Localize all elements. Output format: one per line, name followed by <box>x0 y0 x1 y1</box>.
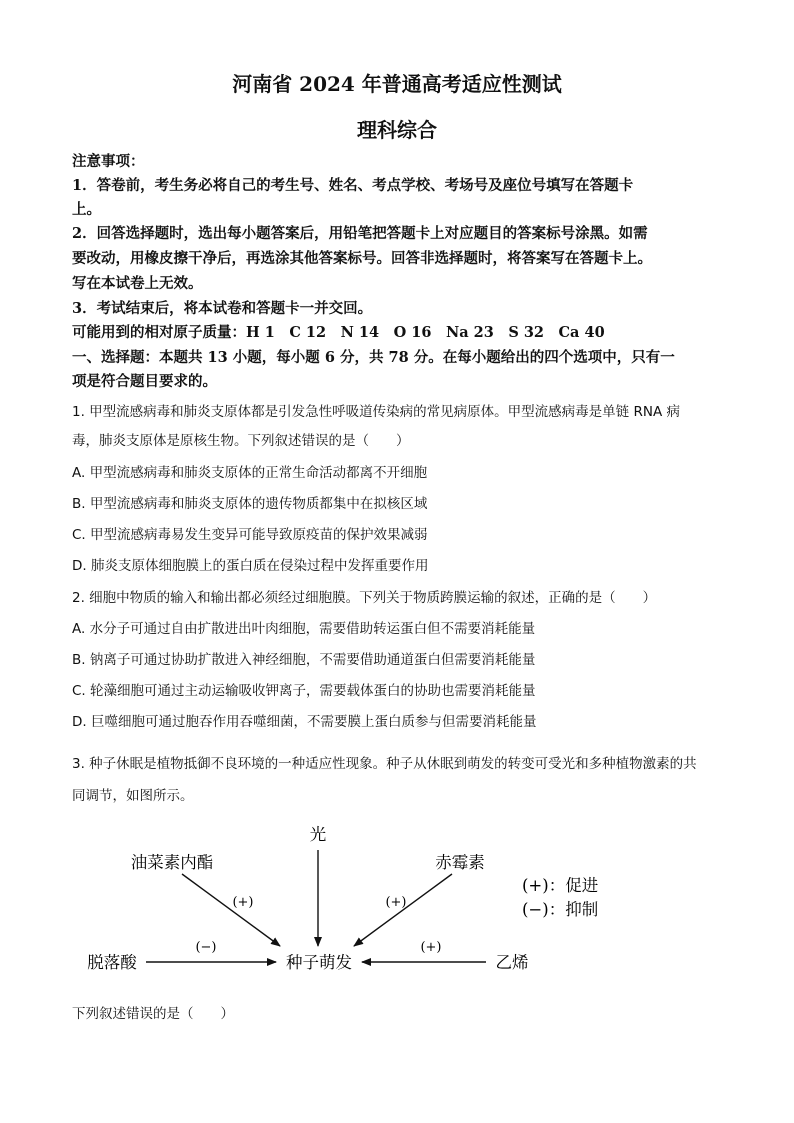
q1-option-a: A. 甲型流感病毒和肺炎支原体的正常生命活动都离不开细胞 <box>72 465 428 481</box>
notice-item-2-line-3: 写在本试卷上无效。 <box>72 275 203 292</box>
notice-item-1-line-2: 上。 <box>72 201 101 218</box>
arrow-brassinolide-to-germination <box>182 874 280 946</box>
q2-stem: 2. 细胞中物质的输入和输出都必须经过细胞膜。下列关于物质跨膜运输的叙述，正确的是（ ） <box>72 590 657 606</box>
q1-option-d: D. 肺炎支原体细胞膜上的蛋白质在侵染过程中发挥重要作用 <box>72 558 429 574</box>
label-light: 光 <box>309 825 327 844</box>
q2-option-d: D. 巨噬细胞可通过胞吞作用吞噬细菌，不需要膜上蛋白质参与但需要消耗能量 <box>72 714 537 730</box>
label-gibberellin: 赤霉素 <box>435 853 485 872</box>
legend-promote: (+)：促进 <box>522 876 599 895</box>
label-seed-germination: 种子萌发 <box>286 953 352 972</box>
sign-abscisic-acid: (−) <box>195 940 217 955</box>
q3-ask: 下列叙述错误的是（ ） <box>72 1006 234 1022</box>
notice-item-1-line-1: 1．答卷前，考生务必将自己的考生号、姓名、考点学校、考场号及座位号填写在答题卡 <box>72 177 634 194</box>
notice-item-3: 3．考试结束后，将本试卷和答题卡一并交回。 <box>72 300 373 317</box>
exam-subtitle: 理科综合 <box>357 118 437 142</box>
label-brassinolide: 油菜素内酯 <box>130 853 214 872</box>
q1-stem-line-2: 毒，肺炎支原体是原核生物。下列叙述错误的是（ ） <box>72 433 410 449</box>
arrow-gibberellin-to-germination <box>354 874 452 946</box>
q2-option-a: A. 水分子可通过自由扩散进出叶肉细胞，需要借助转运蛋白但不需要消耗能量 <box>72 621 536 637</box>
q3-stem-line-1: 3. 种子休眠是植物抵御不良环境的一种适应性现象。种子从休眠到萌发的转变可受光和多种植物激素的共 <box>72 756 697 772</box>
q1-option-c: C. 甲型流感病毒易发生变异可能导致原疫苗的保护效果减弱 <box>72 527 428 543</box>
label-ethylene: 乙烯 <box>495 953 529 972</box>
legend-inhibit: (−)：抑制 <box>522 900 599 919</box>
label-abscisic-acid: 脱落酸 <box>87 953 137 972</box>
sign-ethylene: (+) <box>420 940 442 955</box>
section-heading-line-2: 项是符合题目要求的。 <box>72 373 217 390</box>
sign-brassinolide: (+) <box>232 895 254 910</box>
q3-stem-line-2: 同调节，如图所示。 <box>72 788 194 804</box>
q2-option-c: C. 轮藻细胞可通过主动运输吸收钾离子，需要载体蛋白的协助也需要消耗能量 <box>72 683 536 699</box>
atomic-masses: 可能用到的相对原子质量：H 1 C 12 N 14 O 16 Na 23 S 32 Ca 40 <box>72 324 605 341</box>
exam-title: 河南省 2024 年普通高考适应性测试 <box>232 72 562 96</box>
section-heading-line-1: 一、选择题：本题共 13 小题，每小题 6 分，共 78 分。在每小题给出的四个选项中，只有一 <box>72 349 675 366</box>
sign-gibberellin: (+) <box>385 895 407 910</box>
notice-item-2-line-1: 2．回答选择题时，选出每小题答案后，用铅笔把答题卡上对应题目的答案标号涂黑。如需 <box>72 225 648 242</box>
q1-option-b: B. 甲型流感病毒和肺炎支原体的遗传物质都集中在拟核区域 <box>72 496 428 512</box>
q1-stem-line-1: 1. 甲型流感病毒和肺炎支原体都是引发急性呼吸道传染病的常见病原体。甲型流感病毒是单链 RNA 病 <box>72 404 680 420</box>
notice-heading: 注意事项： <box>72 153 145 170</box>
q2-option-b: B. 钠离子可通过协助扩散进入神经细胞，不需要借助通道蛋白但需要消耗能量 <box>72 652 536 668</box>
notice-item-2-line-2: 要改动，用橡皮擦干净后，再选涂其他答案标号。回答非选择题时，将答案写在答题卡上。 <box>72 250 652 267</box>
